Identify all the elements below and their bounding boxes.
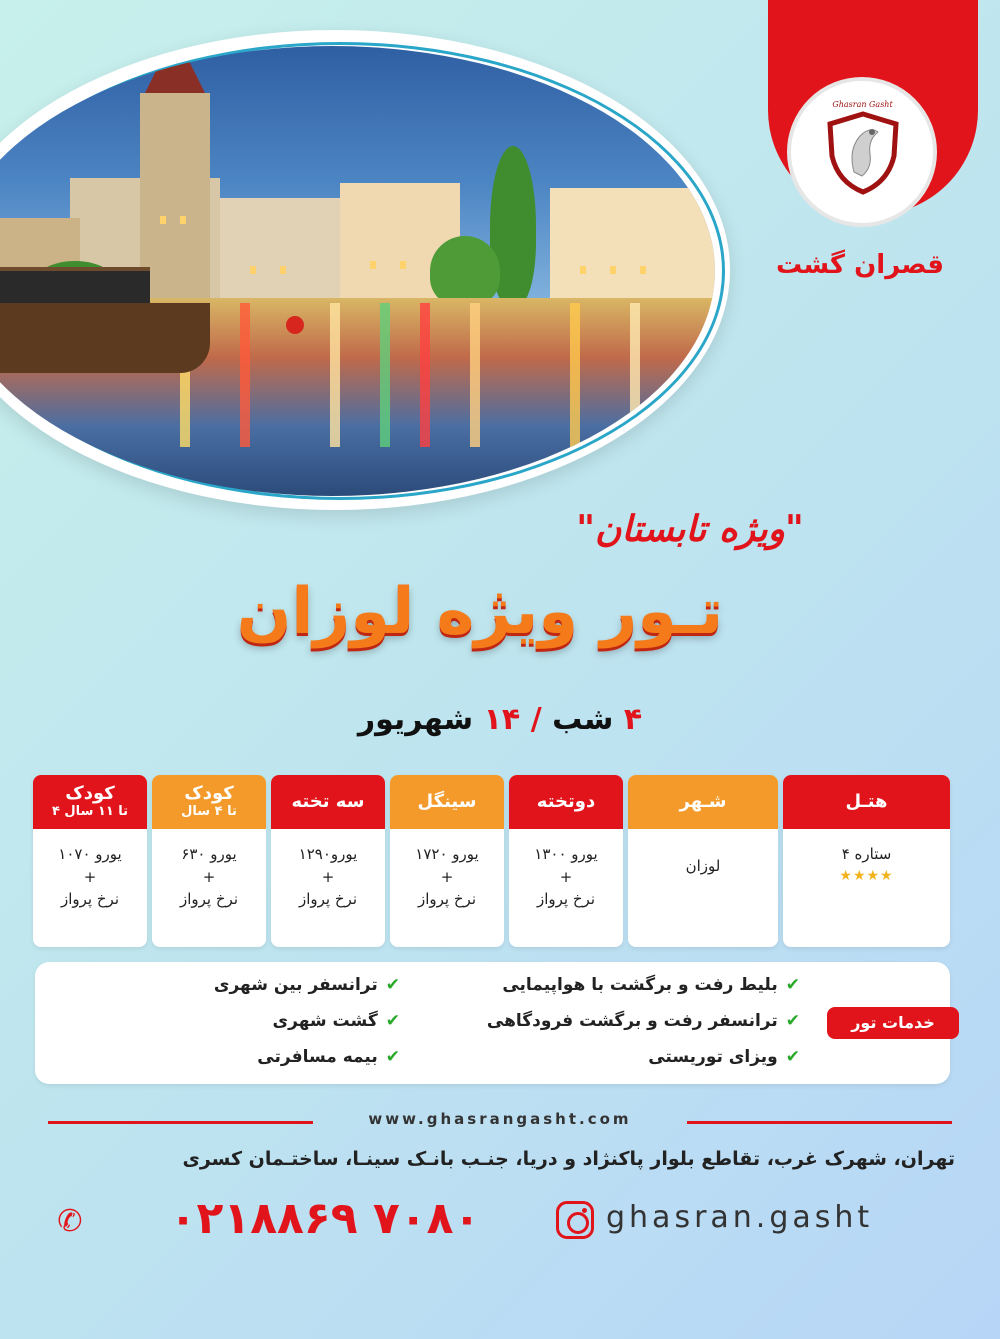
phone-number[interactable]: ۰۲۱۸۸۶۹ ۷۰۸۰ [169,1193,481,1244]
tour-dates [250,702,750,737]
check-icon: ✔ [385,1011,400,1031]
plus-sign: + [559,867,573,886]
service-item: ✔گشت شهری [272,1011,400,1031]
price-value: ۱۰۷۰ یورو [58,845,122,863]
city-value: لوزان [685,857,721,875]
service-item: ✔ویزای توریستی [648,1047,800,1067]
boat [0,267,150,305]
hero-photo-lausanne [0,46,715,496]
column-header: دوتخته [536,790,596,812]
column-header: هتـل [845,790,888,812]
plus-sign: + [83,867,97,886]
dates-separator: / [530,702,542,737]
column-child-under-4 [152,775,266,947]
column-header: شـهر [679,790,727,812]
plus-sign: + [440,867,454,886]
price-value: ۱۷۲۰ یورو [415,845,479,863]
logo-emblem-text: Ghasran Gasht [832,100,893,109]
service-item: ✔ترانسفر رفت و برگشت فرودگاهی [486,1011,800,1031]
check-icon: ✔ [385,975,400,995]
flight-note: نرخ پرواز [536,890,595,908]
flight-note: نرخ پرواز [60,890,119,908]
column-header: سه تخته [291,790,365,812]
divider-right [687,1121,952,1124]
check-icon: ✔ [785,1047,800,1067]
price-value: ۶۳۰ یورو [181,845,237,863]
nights-number: ۴ [623,702,643,737]
star-rating-icon: ★★★★ [839,867,894,884]
price-value: ۱۲۹۰یورو [298,845,358,863]
phone-icon: ✆ [57,1204,83,1239]
column-header: کودک [65,783,115,805]
column-subheader: تا ۴ سال [181,803,237,819]
service-item: ✔ترانسفر بین شهری [213,975,400,995]
column-header: سینگل [417,790,477,812]
instagram-icon [556,1201,594,1239]
column-hotel [783,775,950,947]
hotel-rating: ۴ ستاره [841,845,892,863]
service-item: ✔بیمه مسافرتی [257,1047,400,1067]
bird-shield-emblem-icon [826,110,900,196]
check-icon: ✔ [785,975,800,995]
buoy [286,316,304,334]
column-city [628,775,778,947]
plus-sign: + [202,867,216,886]
promo-title: تـور ویژه لوزان [236,575,724,649]
day-number: ۱۴ [483,702,521,737]
price-value: ۱۳۰۰ یورو [534,845,598,863]
flight-note: نرخ پرواز [417,890,476,908]
flight-note: نرخ پرواز [298,890,357,908]
column-double [509,775,623,947]
service-item: ✔بلیط رفت و برگشت با هواپیمایی [502,975,800,995]
promo-subtitle: "ویژه تابستان" [576,508,804,550]
nights-word: شب [552,702,614,737]
column-triple [271,775,385,947]
column-subheader: ۴ تا ۱۱ سال [51,803,129,819]
month-name: شهریور [357,702,474,737]
check-icon: ✔ [785,1011,800,1031]
plus-sign: + [321,867,335,886]
services-label: خدمات تور [827,1007,959,1039]
divider-left [48,1121,313,1124]
column-header: کودک [184,783,234,805]
brand-name: قصران گشت [775,250,945,280]
column-child-4-11 [33,775,147,947]
office-address: تهران، شهرک غرب، تقاطع بلوار پاکنژاد و دریا، جنـب بانـک سینـا، ساختـمان کسری [182,1148,955,1170]
column-single [390,775,504,947]
check-icon: ✔ [385,1047,400,1067]
instagram-handle[interactable]: ghasran.gasht [606,1200,874,1235]
flight-note: نرخ پرواز [179,890,238,908]
website-link[interactable]: www.ghasrangasht.com [368,1110,632,1128]
